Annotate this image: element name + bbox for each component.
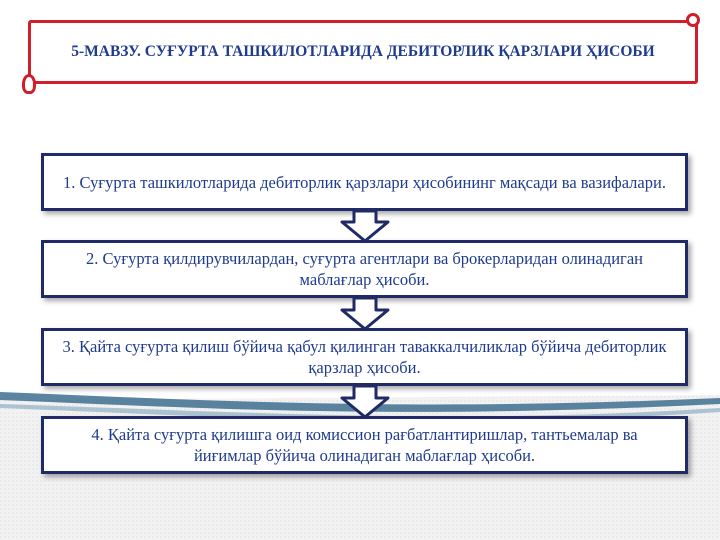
scroll-curl-top xyxy=(686,13,700,27)
step-box-4: 4. Қайта суғурта қилишга оид комиссион рағбатлантиришлар, тантьемалар ва йиғимлар бўйича олинадиган маблағлар ҳисоби. xyxy=(41,416,688,474)
scroll-curl-bottom xyxy=(22,74,36,94)
page-title: 5-МАВЗУ. СУҒУРТА ТАШКИЛОТЛАРИДА ДЕБИТОРЛИК ҚАРЗЛАРИ ҲИСОБИ xyxy=(71,43,655,60)
step-box-2: 2. Суғурта қилдирувчилардан, суғурта агентлари ва брокерларидан олинадиган маблағлар ҳисоби. xyxy=(41,240,688,298)
step-box-3: 3. Қайта суғурта қилиш бўйича қабул қилинган таваккалчиликлар бўйича дебиторлик қарзлар ҳисоби. xyxy=(41,328,688,386)
title-banner xyxy=(28,20,698,84)
step-box-1: 1. Суғурта ташкилотларида дебиторлик қарзлари ҳисобининг мақсади ва вазифалари. xyxy=(41,153,688,211)
